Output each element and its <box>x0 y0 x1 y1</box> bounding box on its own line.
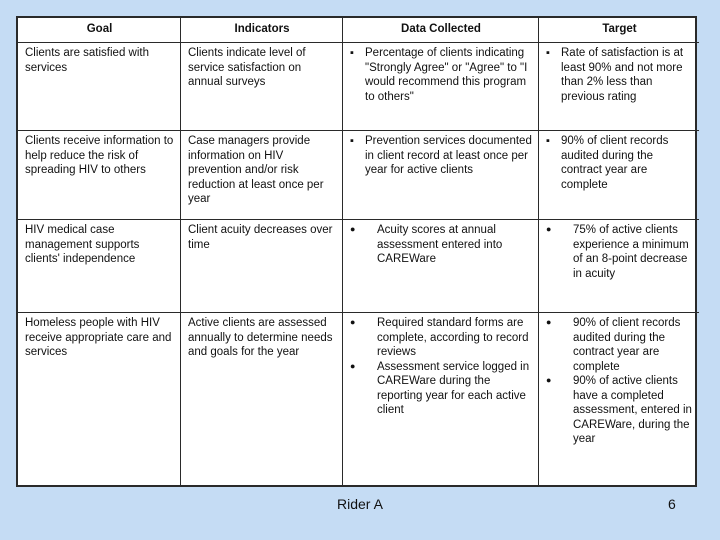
dot-bullet-icon: ● <box>546 317 552 327</box>
dot-bullet-icon: ● <box>546 224 552 234</box>
dot-bullet-icon: ● <box>350 317 356 327</box>
page-number: 6 <box>668 496 676 512</box>
row-1-target <box>539 43 699 131</box>
row-2-indicator: Case managers provide information on HIV prevention and/or risk reduction at least once per year <box>181 131 343 220</box>
list-item <box>350 223 532 267</box>
list-item-text: 90% of client records audited during the contract year are complete <box>561 135 669 191</box>
list-item-text: Percentage of clients indicating "Strongly Agree" or "Agree" to "I would recommend this program to others" <box>365 47 528 103</box>
outcomes-table <box>16 16 697 487</box>
square-bullet-icon: ▪ <box>350 135 354 147</box>
list-item <box>350 316 532 360</box>
square-bullet-icon: ▪ <box>546 47 550 59</box>
row-3-goal: HIV medical case management supports clients' independence <box>18 220 181 313</box>
header-target: Target <box>539 18 699 43</box>
dot-bullet-icon: ● <box>546 375 552 385</box>
row-1-data-collected <box>343 43 539 131</box>
list-item-text: 90% of active clients have a completed assessment, entered in CAREWare, during the year <box>573 375 692 445</box>
dot-bullet-icon: ● <box>350 360 356 371</box>
row-2-data-collected <box>343 131 539 220</box>
square-bullet-icon: ▪ <box>350 47 354 59</box>
list-item-text: Prevention services documented in client record at least once per year for active clients <box>365 135 532 176</box>
header-indicators: Indicators <box>181 18 343 43</box>
list-item <box>350 360 532 418</box>
footer-label: Rider A <box>337 496 383 512</box>
row-2-goal: Clients receive information to help reduce the risk of spreading HIV to others <box>18 131 181 220</box>
list-item-text: Acuity scores at annual assessment entered into CAREWare <box>377 224 503 265</box>
list-item-text: Rate of satisfaction is at least 90% and not more than 2% less than previous rating <box>561 47 684 103</box>
row-1-indicator: Clients indicate level of service satisfaction on annual surveys <box>181 43 343 131</box>
list-item <box>546 46 693 104</box>
list-item <box>350 46 532 104</box>
row-4-indicator: Active clients are assessed annually to determine needs and goals for the year <box>181 313 343 487</box>
row-4-data-collected <box>343 313 539 487</box>
row-1-goal: Clients are satisfied with services <box>18 43 181 131</box>
dot-bullet-icon: ● <box>350 224 356 234</box>
list-item <box>546 374 693 447</box>
list-item <box>350 134 532 178</box>
header-goal: Goal <box>18 18 181 43</box>
list-item <box>546 223 693 281</box>
square-bullet-icon: ▪ <box>546 135 550 147</box>
list-item-text: 75% of active clients experience a minimum of an 8-point decrease in acuity <box>573 224 689 280</box>
list-item-text: Required standard forms are complete, according to record reviews <box>377 317 529 358</box>
header-data-collected: Data Collected <box>343 18 539 43</box>
list-item-text: 90% of client records audited during the contract year are complete <box>573 317 681 373</box>
list-item <box>546 134 693 192</box>
row-2-target <box>539 131 699 220</box>
row-4-goal: Homeless people with HIV receive appropriate care and services <box>18 313 181 487</box>
list-item-text: Assessment service logged in CAREWare during the reporting year for each active client <box>377 360 530 416</box>
row-3-target <box>539 220 699 313</box>
list-item <box>546 316 693 374</box>
row-3-data-collected <box>343 220 539 313</box>
row-4-target <box>539 313 699 487</box>
row-3-indicator: Client acuity decreases over time <box>181 220 343 313</box>
